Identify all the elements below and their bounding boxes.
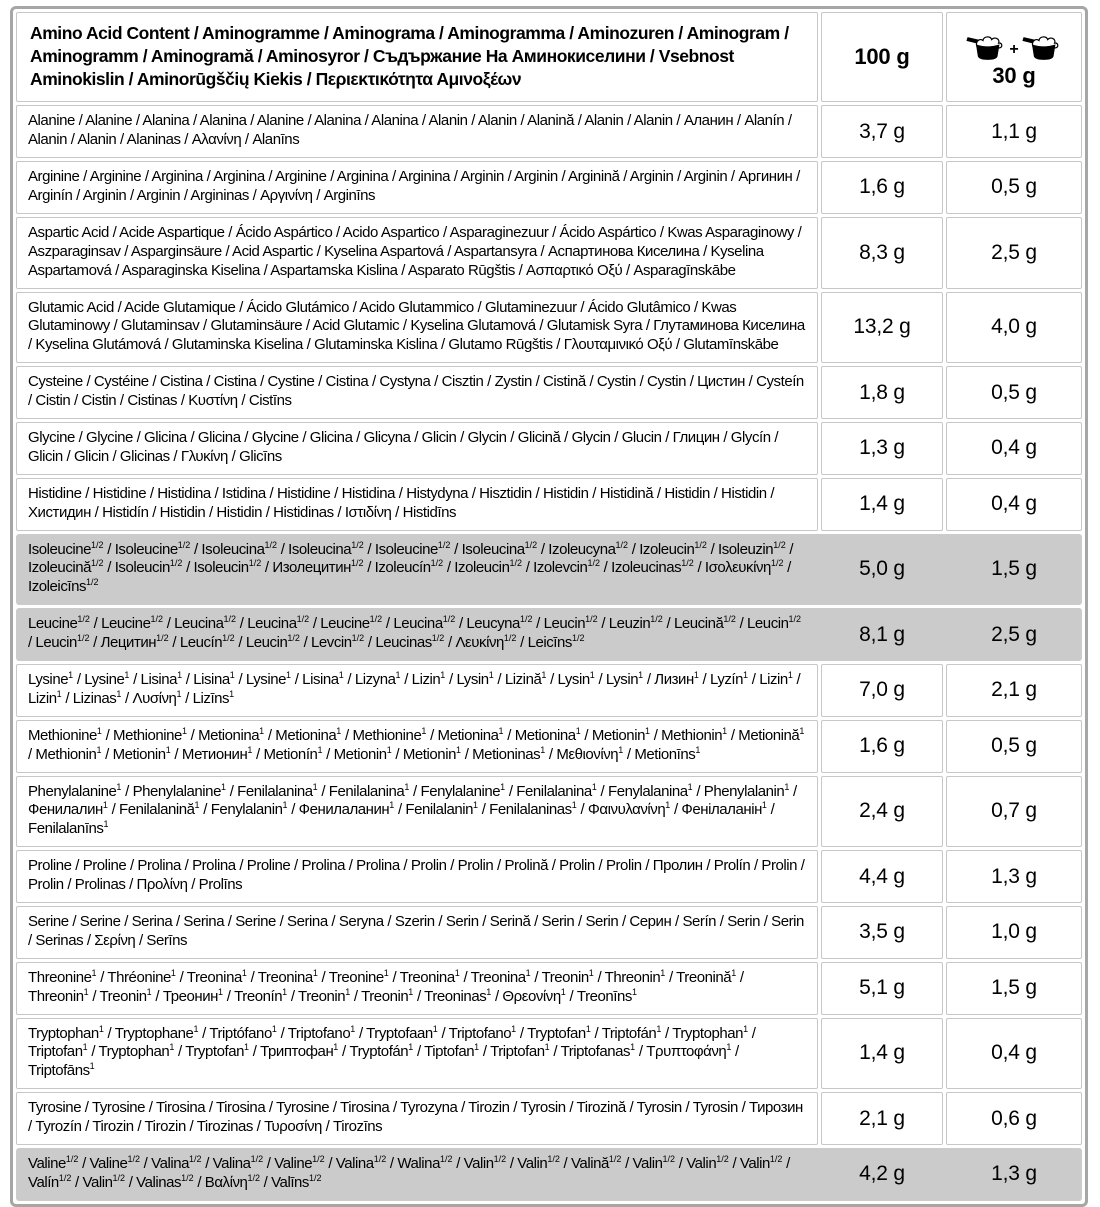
amino-acid-names: Cysteine / Cystéine / Cistina / Cistina / Cystine / Cistina / Cystyna / Cisztin / Zystin / Cistină / Cystin / Cystin / Цистин / Cysteín / Cistin / Cistin / Cistinas / Κυστίνη / Cistīns [16, 366, 818, 419]
table-title: Amino Acid Content / Aminogramme / Aminograma / Aminogramma / Aminozuren / Aminogram / Aminogramm / Aminogramă / Aminosyror / Съдържание На Аминокиселини / Vsebnost Aminokislin / Aminorūgščių Kiekis / Περιεκτικότητα Αμινοξέων [16, 12, 818, 102]
value-per-30g: 1,5 g [946, 962, 1082, 1015]
amino-acid-names: Threonine$^1$ / Thréonine$^1$ / Treonina$^1$ / Treonina$^1$ / Treonine$^1$ / Treonina$^1$ / Treonina$^1$ / Treonin$^1$ / Threonin$^1$ / Treonină$^1$ / Threonin$^1$ / Treonin$^1$ / Треонин$^1$ / Treonín$^1$ / Treonin$^1$ / Treonin$^1$ / Treoninas$^1$ / Θρεονίνη$^1$ / Treonīns$^1$ [16, 962, 818, 1015]
value-per-30g: 2,1 g [946, 664, 1082, 717]
value-per-30g: 1,3 g [946, 850, 1082, 903]
scoop-icon [1022, 32, 1062, 62]
value-per-30g: 1,0 g [946, 906, 1082, 959]
value-per-100g: 8,1 g [859, 622, 905, 646]
value-per-100g: 4,4 g [821, 850, 943, 903]
amino-acid-names: Aspartic Acid / Acide Aspartique / Ácido Aspártico / Acido Aspartico / Asparaginezuur / Ácido Aspártico / Kwas Asparaginowy / Aszparaginsav / Asparginsäure / Acid Aspartic / Kyselina Aspartová / Aspartansyra / Аспартинова Киселина / Kyselina Aspartamová / Asparaginska Kiselina / Aspartamska Kislina / Asparato Rūgštis / Ασπαρτικό Οξύ / Asparagīnskābe [16, 217, 818, 289]
scoop-icons-group [966, 30, 1061, 64]
value-per-30g: 0,5 g [946, 161, 1082, 214]
amino-acid-names: Arginine / Arginine / Arginina / Arginina / Arginine / Arginina / Arginina / Arginin / Arginin / Arginină / Arginin / Arginin / Аргинин / Arginín / Arginin / Arginin / Argininas / Αργινίνη / Arginīns [16, 161, 818, 214]
amino-acid-row [16, 161, 1082, 214]
amino-acid-names: Valine$^{1/2}$ / Valine$^{1/2}$ / Valina$^{1/2}$ / Valina$^{1/2}$ / Valine$^{1/2}$ / Valina$^{1/2}$ / Walina$^{1/2}$ / Valin$^{1/2}$ / Valin$^{1/2}$ / Valină$^{1/2}$ / Valin$^{1/2}$ / Valin$^{1/2}$ / Valin$^{1/2}$ / Valín$^{1/2}$ / Valin$^{1/2}$ / Valinas$^{1/2}$ / Βαλίνη$^{1/2}$ / Valīns$^{1/2}$ [28, 1154, 790, 1191]
value-per-100g: 1,8 g [821, 366, 943, 419]
amino-acid-row [16, 366, 1082, 419]
value-per-100g: 5,1 g [821, 962, 943, 1015]
amino-acid-row [16, 962, 1082, 1015]
value-per-30g: 0,6 g [946, 1092, 1082, 1145]
column-header-100g: 100 g [821, 12, 943, 102]
value-per-100g: 1,6 g [821, 161, 943, 214]
amino-acid-names: Histidine / Histidine / Histidina / Istidina / Histidine / Histidina / Histydyna / Hisztidin / Histidin / Histidină / Histidin / Histidin / Хистидин / Histidín / Histidin / Histidin / Histidinas / Ιστιδίνη / Histidīns [16, 478, 818, 531]
value-per-30g: 2,5 g [991, 622, 1037, 646]
amino-acid-names: Serine / Serine / Serina / Serina / Serine / Serina / Seryna / Szerin / Serin / Serină / Serin / Serin / Серин / Serín / Serin / Serin / Serinas / Σερίνη / Serīns [16, 906, 818, 959]
value-per-30g: 2,5 g [946, 217, 1082, 289]
value-per-100g: 7,0 g [821, 664, 943, 717]
value-per-100g: 1,4 g [821, 1018, 943, 1090]
amino-acid-row [16, 608, 1082, 661]
amino-acid-names: Alanine / Alanine / Alanina / Alanina / Alanine / Alanina / Alanina / Alanin / Alanin / Alanină / Alanin / Alanin / Аланин / Alanín / Alanin / Alanin / Alaninas / Αλανίνη / Alanīns [16, 105, 818, 158]
plus-sign: + [1009, 40, 1019, 58]
amino-acid-row [16, 906, 1082, 959]
value-per-30g: 1,3 g [991, 1162, 1037, 1186]
amino-acid-names: Methionine$^1$ / Methionine$^1$ / Metionina$^1$ / Metionina$^1$ / Methionine$^1$ / Metionina$^1$ / Metionina$^1$ / Metionin$^1$ / Methionin$^1$ / Metionină$^1$ / Methionin$^1$ / Metionin$^1$ / Метионин$^1$ / Metionín$^1$ / Metionin$^1$ / Metionin$^1$ / Metioninas$^1$ / Μεθιονίνη$^1$ / Metionīns$^1$ [16, 720, 818, 773]
value-per-30g: 0,4 g [946, 422, 1082, 475]
amino-acid-row [16, 1148, 1082, 1201]
scoop-icon [966, 32, 1006, 62]
amino-acid-names: Glycine / Glycine / Glicina / Glicina / Glycine / Glicina / Glicyna / Glicin / Glycin / Glicină / Glycin / Glucin / Глицин / Glycín / Glicin / Glicin / Glicinas / Γλυκίνη / Glicīns [16, 422, 818, 475]
amino-acid-row [16, 422, 1082, 475]
value-per-30g: 1,1 g [946, 105, 1082, 158]
amino-acid-names: Lysine$^1$ / Lysine$^1$ / Lisina$^1$ / Lisina$^1$ / Lysine$^1$ / Lisina$^1$ / Lizyna$^1$ / Lizin$^1$ / Lysin$^1$ / Lizină$^1$ / Lysin$^1$ / Lysin$^1$ / Лизин$^1$ / Lyzín$^1$ / Lizin$^1$ / Lizin$^1$ / Lizinas$^1$ / Λυσίνη$^1$ / Lizīns$^1$ [16, 664, 818, 717]
amino-acid-names: Isoleucine$^{1/2}$ / Isoleucine$^{1/2}$ / Isoleucina$^{1/2}$ / Isoleucina$^{1/2}$ / Isoleucine$^{1/2}$ / Isoleucina$^{1/2}$ / Izoleucyna$^{1/2}$ / Izoleucin$^{1/2}$ / Isoleuzin$^{1/2}$ / Izoleucină$^{1/2}$ / Isoleucin$^{1/2}$ / Isoleucin$^{1/2}$ / Изолецитин$^{1/2}$ / Izoleucín$^{1/2}$ / Izoleucin$^{1/2}$ / Izolevcin$^{1/2}$ / Izoleucinas$^{1/2}$ / Ισολευκίνη$^{1/2}$ / Izoleicīns$^{1/2}$ [28, 539, 794, 596]
value-per-100g: 8,3 g [821, 217, 943, 289]
amino-acid-names: Phenylalanine$^1$ / Phenylalanine$^1$ / Fenilalanina$^1$ / Fenilalanina$^1$ / Fenylalanine$^1$ / Fenilalanina$^1$ / Fenylalanina$^1$ / Phenylalanin$^1$ / Фенилалин$^1$ / Fenilalanină$^1$ / Fenylalanin$^1$ / Фенилаланин$^1$ / Fenilalanin$^1$ / Fenilalaninas$^1$ / Φαινυλανίνη$^1$ / Фенілаланін$^1$ / Fenilalanīns$^1$ [16, 776, 818, 848]
value-per-30g: 0,4 g [946, 478, 1082, 531]
value-per-30g: 0,4 g [946, 1018, 1082, 1090]
value-per-30g: 0,5 g [946, 366, 1082, 419]
amino-acid-row [16, 720, 1082, 773]
value-per-100g: 1,6 g [821, 720, 943, 773]
value-per-100g: 1,3 g [821, 422, 943, 475]
amino-acid-names: Tyrosine / Tyrosine / Tirosina / Tirosina / Tyrosine / Tirosina / Tyrozyna / Tirozin / Tyrosin / Tirozină / Tyrosin / Tyrosin / Тирозин / Tyrozín / Tirozin / Tirozin / Tirozinas / Τυροσίνη / Tirozīns [16, 1092, 818, 1145]
value-per-100g: 3,5 g [821, 906, 943, 959]
amino-acid-names: Proline / Proline / Prolina / Prolina / Proline / Prolina / Prolina / Prolin / Prolin / Prolină / Prolin / Prolin / Пролин / Prolín / Prolin / Prolin / Prolinas / Προλίνη / Prolīns [16, 850, 818, 903]
amino-acid-row [16, 1092, 1082, 1145]
table-header-row [16, 12, 1082, 102]
amino-acid-names: Tryptophan$^1$ / Tryptophane$^1$ / Triptófano$^1$ / Triptofano$^1$ / Tryptofaan$^1$ / Triptofano$^1$ / Tryptofan$^1$ / Triptofán$^1$ / Tryptophan$^1$ / Triptofan$^1$ / Tryptophan$^1$ / Tryptofan$^1$ / Триптофан$^1$ / Tryptofán$^1$ / Tiptofan$^1$ / Triptofan$^1$ / Triptofanas$^1$ / Τρυπτοφάνη$^1$ / Triptofāns$^1$ [16, 1018, 818, 1090]
amino-acid-row [16, 478, 1082, 531]
amino-acid-row [16, 217, 1082, 289]
value-per-100g: 13,2 g [821, 292, 943, 364]
value-per-100g: 4,2 g [859, 1162, 905, 1186]
amino-acid-row [16, 664, 1082, 717]
column-header-serving [946, 12, 1082, 102]
amino-acid-row [16, 776, 1082, 848]
value-per-100g: 1,4 g [821, 478, 943, 531]
value-per-30g: 4,0 g [946, 292, 1082, 364]
amino-acid-names: Leucine$^{1/2}$ / Leucine$^{1/2}$ / Leucina$^{1/2}$ / Leucina$^{1/2}$ / Leucine$^{1/2}$ / Leucina$^{1/2}$ / Leucyna$^{1/2}$ / Leucin$^{1/2}$ / Leuzin$^{1/2}$ / Leucină$^{1/2}$ / Leucin$^{1/2}$ / Leucin$^{1/2}$ / Лецитин$^{1/2}$ / Leucín$^{1/2}$ / Leucin$^{1/2}$ / Levcin$^{1/2}$ / Leucinas$^{1/2}$ / Λευκίνη$^{1/2}$ / Leicīns$^{1/2}$ [28, 614, 802, 652]
amino-acid-names: Glutamic Acid / Acide Glutamique / Ácido Glutámico / Acido Glutammico / Glutaminezuur / Ácido Glutâmico / Kwas Glutaminowy / Glutaminsav / Glutaminsäure / Acid Glutamic / Kyselina Glutamová / Glutamisk Syra / Глутаминова Киселина / Kyselina Glutámová / Glutaminska Kiselina / Glutaminska Kislina / Glutamo Rūgštis / Γλουταμινικό Οξύ / Glutamīnskābe [16, 292, 818, 364]
value-per-100g: 2,1 g [821, 1092, 943, 1145]
amino-acid-row [16, 1018, 1082, 1090]
value-per-100g: 3,7 g [821, 105, 943, 158]
value-per-30g: 0,7 g [946, 776, 1082, 848]
serving-grams-label: 30 g [992, 62, 1036, 88]
amino-acid-row [16, 534, 1082, 606]
value-per-100g: 2,4 g [821, 776, 943, 848]
amino-acid-table [10, 6, 1088, 1207]
amino-acid-row [16, 292, 1082, 364]
amino-acid-row [16, 105, 1082, 158]
value-per-30g: 0,5 g [946, 720, 1082, 773]
value-per-100g: 5,0 g [859, 557, 905, 581]
value-per-30g: 1,5 g [991, 557, 1037, 581]
amino-acid-row [16, 850, 1082, 903]
